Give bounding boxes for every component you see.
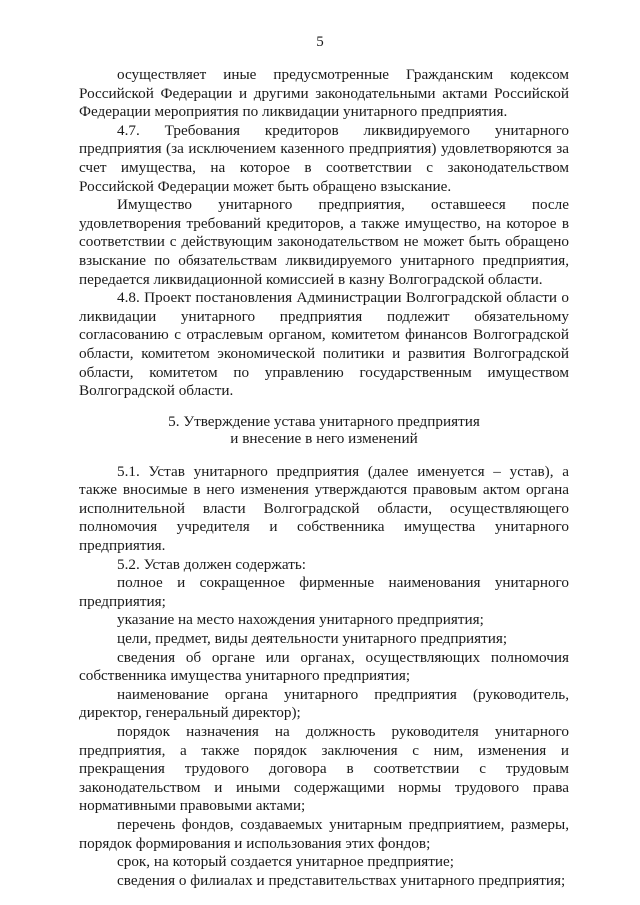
paragraph-5-2: 5.2. Устав должен содержать: (117, 555, 307, 573)
paragraph-4-8: 4.8. Проект постановления Администрации Волгоградской области о ликвидации унитарного предприятия подлежит обязательному согласованию с отраслевым органом, комитетом финансов Волгоградской области, комитетом экономической политики и развития Волгоградской области, комитетом по управлению государственным имуществом Волгоградской области. (79, 289, 569, 400)
list-item: наименование органа унитарного предприятия (руководитель, директор, генеральный директор); (79, 685, 569, 722)
page-number: 5 (316, 34, 324, 50)
list-item: полное и сокращенное фирменные наименования унитарного предприятия; (79, 574, 569, 610)
section-heading-line-1: 5. Утверждение устава унитарного предприятия (168, 412, 480, 430)
document-body (79, 66, 569, 890)
list-item: цели, предмет, виды деятельности унитарного предприятия; (117, 630, 508, 648)
list-item: сведения об органе или органах, осуществляющих полномочия собственника имущества унитарного предприятия; (79, 648, 569, 685)
list-item: сведения о филиалах и представительствах унитарного предприятия; (117, 871, 566, 889)
list-item: порядок назначения на должность руководителя унитарного предприятия, а также порядок заключения с ним, изменения и прекращения трудового договора в соответствии с трудовым законодательством и иными содержащими нормы трудового права нормативными правовыми актами; (79, 723, 569, 815)
intro-paragraph: осуществляет иные предусмотренные Гражданским кодексом Российской Федерации и другими законодательными актами Российской Федерации мероприятия по ликвидации унитарного предприятия. (79, 66, 569, 121)
paragraph-4-7: 4.7. Требования кредиторов ликвидируемого унитарного предприятия (за исключением казенного предприятия) удовлетворяются за счет имущества, на которое в соответствии с законодательством Российской Федерации может быть обращено взыскание. (79, 121, 569, 195)
paragraph-property: Имущество унитарного предприятия, оставшееся после удовлетворения требований кредиторов, а также имущество, на которое в соответствии с действующим законодательством не может быть обращено взыскание по обязательствам ликвидируемого унитарного предприятия, передается ликвидационной комиссией в казну Волгоградской области. (79, 196, 569, 288)
list-item: срок, на который создается унитарное предприятие; (117, 853, 454, 871)
paragraph-5-1: 5.1. Устав унитарного предприятия (далее именуется – устав), а также вносимые в него изменения утверждаются правовым актом органа исполнительной власти Волгоградской области, осуществляющего полномочия учредителя и собственника имущества унитарного предприятия. (79, 462, 569, 555)
list-item: указание на место нахождения унитарного предприятия; (117, 611, 484, 629)
section-heading-line-2: и внесение в него изменений (230, 429, 418, 447)
section-heading (79, 413, 569, 447)
list-item: перечень фондов, создаваемых унитарным предприятием, размеры, порядок формирования и использования этих фондов; (79, 815, 569, 852)
